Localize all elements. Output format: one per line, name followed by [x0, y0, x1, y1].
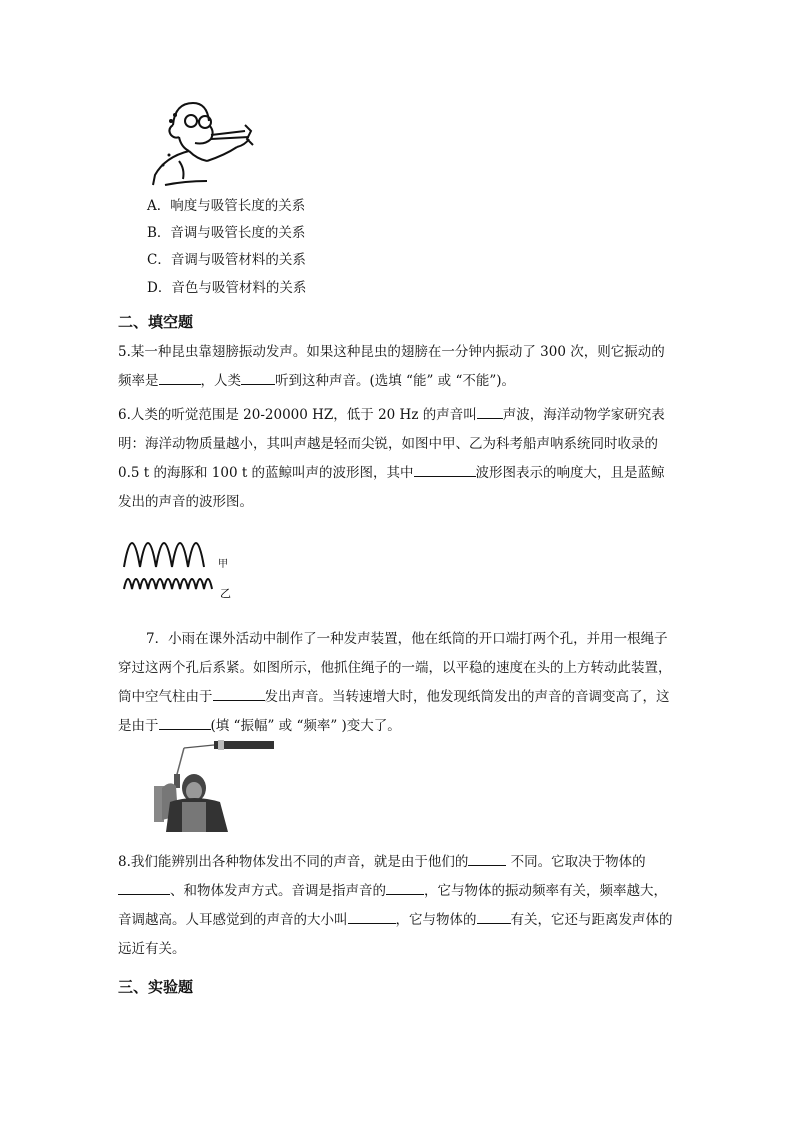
q6-text-3: 波形图表示的响度大，且是蓝鲸发出的声音的波形图。 — [118, 465, 665, 510]
q5-text-2: ，人类 — [200, 373, 241, 389]
sound-device-photo — [148, 736, 278, 832]
q8-text-5: ，它与物体的 — [395, 912, 477, 928]
q7-text-3: (填 “振幅” 或 “频率” )变大了。 — [210, 718, 401, 734]
section-title-fill-blank: 二、填空题 — [118, 313, 194, 331]
option-d: D．音色与吸管材料的关系 — [147, 280, 307, 296]
section-title-experiment: 三、实验题 — [118, 978, 194, 996]
q8-text-3: 、和物体发声方式。音调是指声音的 — [170, 883, 386, 899]
q8-blank-5[interactable] — [477, 909, 511, 924]
q5-text-3: 听到这种声音。(选填 “能” 或 “不能”)。 — [275, 373, 516, 389]
option-c: C．音调与吸管材料的关系 — [147, 252, 306, 268]
q7-blank-2[interactable] — [159, 715, 211, 730]
q8-text-6: 有关，它还与距离发声体的远近有关。 — [118, 912, 673, 957]
question-7 — [118, 625, 678, 741]
q5-blank-2[interactable] — [241, 370, 275, 385]
q8-blank-4[interactable] — [348, 909, 396, 924]
q8-text-2: 不同。它取决于物体的 — [506, 854, 646, 870]
wave-label-jia: 甲 — [218, 559, 228, 570]
question-8 — [118, 848, 678, 964]
q8-blank-3[interactable] — [386, 880, 424, 895]
q7-blank-1[interactable] — [213, 686, 265, 701]
option-b: B．音调与吸管长度的关系 — [147, 225, 306, 241]
wave-label-yi: 乙 — [220, 587, 231, 600]
q8-text-4: ，它与物体的振动频率有关，频率越大，音调越高。人耳感觉到的声音的大小叫 — [118, 883, 667, 928]
q8-blank-2[interactable] — [118, 880, 170, 895]
option-a: A．响度与吸管长度的关系 — [147, 198, 306, 214]
q5-blank-1[interactable] — [159, 370, 201, 385]
waveform-figure — [120, 537, 245, 602]
q6-blank-1[interactable] — [477, 404, 503, 419]
q6-text-1: 6.人类的听觉范围是 20-20000 HZ，低于 20 Hz 的声音叫 — [118, 407, 477, 423]
q6-text-2: 声波，海洋动物学家研究表明：海洋动物质量越小，其叫声越是轻而尖锐，如图中甲、乙为科考船声呐系统同时收录的 0.5 t 的海豚和 100 t 的蓝鲸叫声的波形图，其中 — [118, 407, 665, 481]
question-5 — [118, 338, 678, 396]
question-6 — [118, 401, 678, 517]
q8-text-1: 8.我们能辨别出各种物体发出不同的声音，就是由于他们的 — [118, 854, 469, 870]
wave-jia — [124, 543, 204, 567]
q7-text-1: 7．小雨在课外活动中制作了一种发声装置，他在纸筒的开口端打两个孔，并用一根绳子穿过这两个孔后系紧。如图所示，他抓住绳子的一端，以平稳的速度在头的上方转动此装置，筒中空气柱由于 — [118, 631, 672, 705]
q7-text-2: 发出声音。当转速增大时，他发现纸筒发出的声音的音调变高了，这是由于 — [118, 689, 670, 734]
q6-blank-2[interactable] — [414, 462, 476, 477]
wave-yi — [124, 579, 212, 589]
q5-text-1: 5.某一种昆虫靠翅膀振动发声。如果这种昆虫的翅膀在一分钟内振动了 300 次，则它振动的频率是 — [118, 344, 665, 389]
q8-blank-1[interactable] — [468, 851, 506, 866]
straw-blowing-illustration — [145, 95, 270, 190]
